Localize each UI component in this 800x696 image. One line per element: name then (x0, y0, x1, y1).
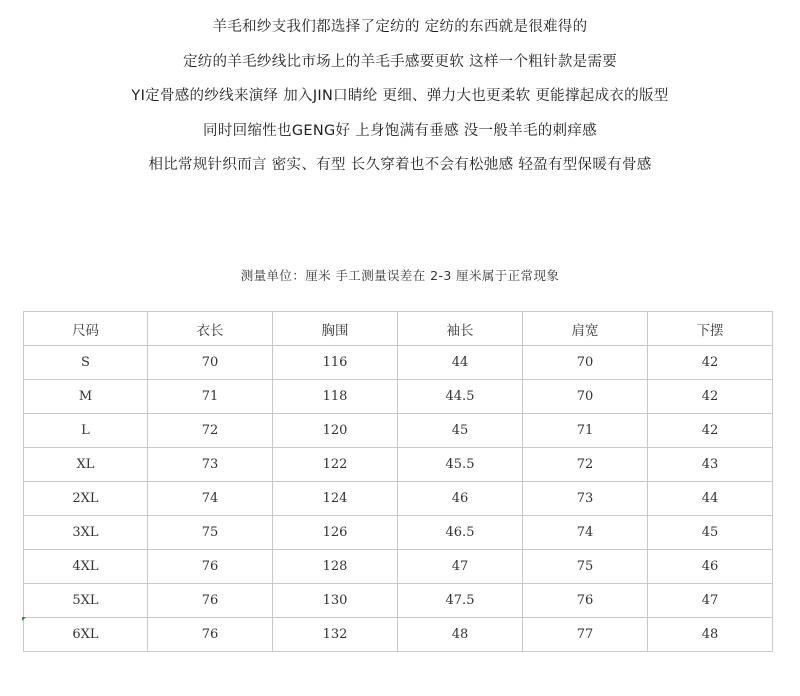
cell-chest: 124 (273, 482, 398, 516)
cell-sleeve: 46.5 (398, 516, 523, 550)
header-chest: 胸围 (273, 312, 398, 346)
cell-hem: 47 (648, 584, 773, 618)
cell-shoulder: 71 (523, 414, 648, 448)
cell-chest: 116 (273, 346, 398, 380)
cell-length: 76 (148, 550, 273, 584)
cell-hem: 42 (648, 346, 773, 380)
table-row (24, 482, 773, 516)
table-header-row (24, 312, 773, 346)
header-sleeve: 袖长 (398, 312, 523, 346)
cell-shoulder: 72 (523, 448, 648, 482)
intro-line-5: 相比常规针织而言 密实、有型 长久穿着也不会有松弛感 轻盈有型保暖有骨感 (148, 157, 652, 173)
cell-length: 72 (148, 414, 273, 448)
cell-sleeve: 44 (398, 346, 523, 380)
cell-chest: 118 (273, 380, 398, 414)
cell-size: 3XL (24, 516, 148, 550)
cell-size: S (24, 346, 148, 380)
cell-sleeve: 46 (398, 482, 523, 516)
cell-sleeve: 44.5 (398, 380, 523, 414)
cell-sleeve: 45 (398, 414, 523, 448)
header-size: 尺码 (24, 312, 148, 346)
intro-line-1: 羊毛和纱支我们都选择了定纺的 定纺的东西就是很难得的 (212, 19, 588, 35)
cell-length: 71 (148, 380, 273, 414)
table-row (24, 414, 773, 448)
cell-shoulder: 76 (523, 584, 648, 618)
size-chart-table (23, 311, 773, 652)
cell-chest: 132 (273, 618, 398, 652)
cell-length: 73 (148, 448, 273, 482)
cell-hem: 42 (648, 380, 773, 414)
table-row (24, 380, 773, 414)
cell-hem: 46 (648, 550, 773, 584)
cell-hem: 44 (648, 482, 773, 516)
intro-line-4: 同时回缩性也GENG好 上身饱满有垂感 没一般羊毛的刺痒感 (203, 122, 597, 139)
cell-shoulder: 70 (523, 380, 648, 414)
cell-size: XL (24, 448, 148, 482)
intro-line-3: YI定骨感的纱线来演绎 加入JIN口睛纶 更细、弹力大也更柔软 更能撑起成衣的版型 (131, 88, 669, 104)
cell-shoulder: 73 (523, 482, 648, 516)
intro-text-block (0, 10, 800, 183)
header-shoulder: 肩宽 (523, 312, 648, 346)
cell-sleeve: 47 (398, 550, 523, 584)
cell-length: 70 (148, 346, 273, 380)
table-row (24, 550, 773, 584)
cell-length: 75 (148, 516, 273, 550)
cell-length: 74 (148, 482, 273, 516)
header-hem: 下摆 (648, 312, 773, 346)
cell-size: M (24, 380, 148, 414)
table-row (24, 346, 773, 380)
cell-length: 76 (148, 584, 273, 618)
intro-line-2: 定纺的羊毛纱线比市场上的羊毛手感要更软 这样一个粗针款是需要 (182, 53, 618, 70)
table-row (24, 516, 773, 550)
cell-sleeve: 47.5 (398, 584, 523, 618)
cell-hem: 43 (648, 448, 773, 482)
cell-size: 2XL (24, 482, 148, 516)
cell-chest: 130 (273, 584, 398, 618)
header-length: 衣长 (148, 312, 273, 346)
table-row (24, 618, 773, 652)
cell-chest: 122 (273, 448, 398, 482)
cell-sleeve: 45.5 (398, 448, 523, 482)
cell-size: 4XL (24, 550, 148, 584)
measurement-note: 测量单位：厘米 手工测量误差在 2-3 厘米属于正常现象 (240, 268, 560, 283)
cell-length: 76 (148, 618, 273, 652)
cell-hem: 48 (648, 618, 773, 652)
cell-size: 6XL (24, 618, 148, 652)
cell-corner-marker (22, 617, 26, 621)
cell-size: L (24, 414, 148, 448)
cell-hem: 45 (648, 516, 773, 550)
table-row (24, 584, 773, 618)
cell-chest: 128 (273, 550, 398, 584)
cell-shoulder: 77 (523, 618, 648, 652)
cell-shoulder: 75 (523, 550, 648, 584)
cell-sleeve: 48 (398, 618, 523, 652)
cell-chest: 120 (273, 414, 398, 448)
cell-hem: 42 (648, 414, 773, 448)
cell-size: 5XL (24, 584, 148, 618)
cell-shoulder: 74 (523, 516, 648, 550)
table-row (24, 448, 773, 482)
cell-chest: 126 (273, 516, 398, 550)
cell-shoulder: 70 (523, 346, 648, 380)
